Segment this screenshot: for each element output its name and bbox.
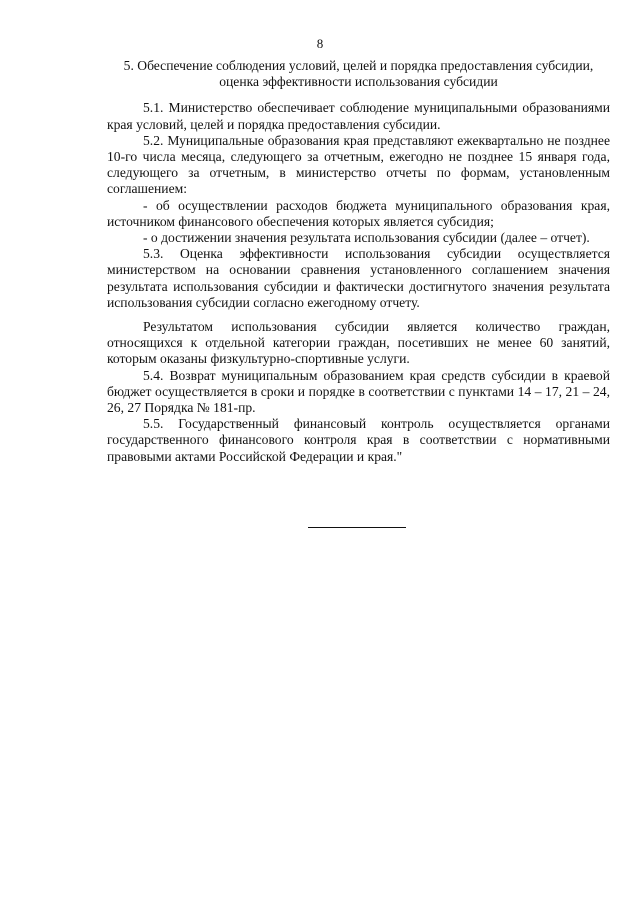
page-number: 8 (316, 36, 324, 51)
section-heading: 5. Обеспечение соблюдения условий, целей и порядка предоставления субсидии, оценка эффективности использования субсидии (123, 58, 594, 90)
paragraph-5-4: 5.4. Возврат муниципальным образованием края средств субсидии в краевой бюджет осуществляется в сроки и порядке в соответствии с пунктами 14 – 17, 21 – 24, 26, 27 Порядка № 181-пр. (107, 367, 610, 416)
paragraph-list-item-expenses: - об осуществлении расходов бюджета муниципального образования края, источником финансового обеспечения которых является субсидия; (107, 197, 610, 229)
paragraph-list-item-report: - о достижении значения результата использования субсидии (далее – отчет). (143, 230, 590, 246)
document-body (107, 58, 610, 465)
paragraph-result-definition: Результатом использования субсидии является количество граждан, относящихся к отдельной категории граждан, посетивших не менее 60 занятий, которым оказаны физкультурно-спортивные услуги. (107, 319, 610, 367)
paragraph-5-3: 5.3. Оценка эффективности использования субсидии осуществляется министерством на основании сравнения установленного соглашением значения результата использования субсидии и фактически достигнутого значения результата использования субсидии согласно ежегодному отчету. (107, 246, 610, 310)
paragraph-5-1: 5.1. Министерство обеспечивает соблюдение муниципальными образованиями края условий, целей и порядка предоставления субсидии. (107, 100, 610, 132)
paragraph-5-5: 5.5. Государственный финансовый контроль осуществляется органами государственного финансового контроля края в соответствии с нормативными правовыми актами Российской Федерации и края." (107, 416, 610, 464)
closing-rule-line (308, 527, 406, 528)
paragraph-5-2: 5.2. Муниципальные образования края представляют ежеквартально не позднее 10-го числа месяца, следующего за отчетным, ежегодно не позднее 15 января года, следующего за отчетным, в министерство отчеты по формам, установленным соглашением: (107, 132, 610, 197)
